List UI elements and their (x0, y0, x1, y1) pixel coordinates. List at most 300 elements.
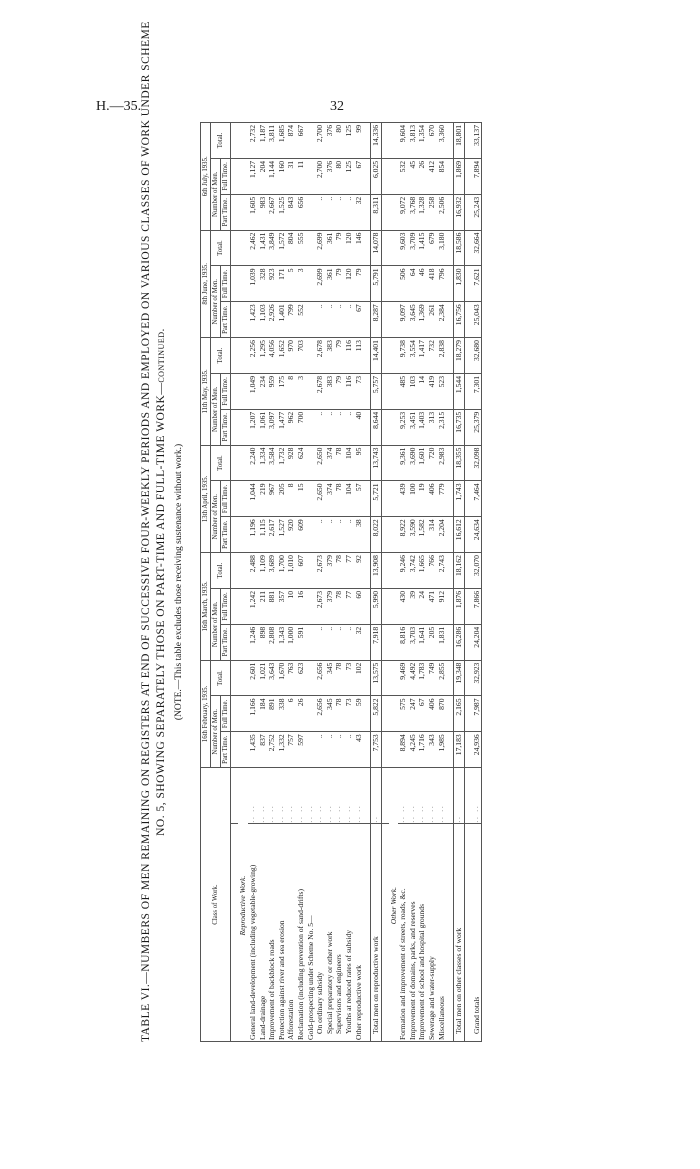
value-cell: 78 (334, 660, 344, 696)
value-cell: 412 (427, 158, 437, 194)
value-cell: 749 (427, 660, 437, 696)
value-cell: 313 (427, 409, 437, 445)
value-cell: 3,180 (437, 230, 447, 266)
value-cell: 720 (427, 445, 437, 481)
value-cell: 3,360 (437, 123, 447, 159)
value-cell: 1,369 (417, 302, 427, 338)
value-cell: 219 (258, 481, 268, 517)
value-cell: 1,417 (417, 338, 427, 374)
value-cell: 5,721 (371, 481, 382, 517)
period-header: 6th July, 1935. (201, 123, 211, 231)
value-cell: 205 (277, 481, 287, 517)
value-cell: .. (344, 194, 354, 230)
value-cell: 2,743 (437, 553, 447, 589)
value-cell: 4,245 (408, 732, 418, 768)
value-cell: 13,575 (371, 660, 382, 696)
value-cell: 14,401 (371, 338, 382, 374)
value-cell (306, 230, 316, 266)
value-cell: 667 (296, 123, 306, 159)
value-cell: 77 (344, 553, 354, 589)
value-cell: 46 (417, 266, 427, 302)
table-row (325, 123, 335, 1042)
value-cell: 343 (427, 732, 437, 768)
value-cell: 14 (417, 373, 427, 409)
value-cell: .. (344, 302, 354, 338)
table-row (437, 123, 447, 1042)
value-cell: 1,115 (258, 517, 268, 553)
value-cell: 2,656 (315, 660, 325, 696)
value-cell: 2,656 (315, 696, 325, 732)
leader-dots: .. .. (296, 768, 306, 824)
full-time-header: Full Time. (221, 481, 231, 517)
value-cell (306, 732, 316, 768)
part-time-header: Part Time. (221, 732, 231, 768)
value-cell: 874 (286, 123, 296, 159)
value-cell: 79 (334, 266, 344, 302)
value-cell: .. (315, 409, 325, 445)
value-cell: 7,621 (472, 266, 482, 302)
value-cell: 7,464 (472, 481, 482, 517)
table-row (427, 123, 437, 1042)
value-cell: 624 (296, 445, 306, 481)
value-cell: 2,808 (267, 624, 277, 660)
row-label: Land-drainage (258, 824, 268, 1042)
value-cell: 73 (344, 696, 354, 732)
value-cell: 607 (296, 553, 306, 589)
value-cell (306, 660, 316, 696)
part-time-header: Part Time. (221, 517, 231, 553)
total-row (454, 123, 465, 1042)
value-cell: 5 (286, 266, 296, 302)
value-cell: 2,983 (437, 445, 447, 481)
value-cell: 104 (344, 481, 354, 517)
value-cell: 26 (296, 696, 306, 732)
row-label: Formation and improvement of streets, roads, &c. (398, 824, 408, 1042)
value-cell: 1,403 (417, 409, 427, 445)
value-cell: 5,791 (371, 266, 382, 302)
value-cell: .. (325, 409, 335, 445)
value-cell: .. (334, 409, 344, 445)
value-cell: 184 (258, 696, 268, 732)
value-cell: 1,732 (277, 445, 287, 481)
value-cell: 247 (408, 696, 418, 732)
value-cell: 1,830 (454, 266, 465, 302)
value-cell (306, 302, 316, 338)
value-cell: 700 (296, 409, 306, 445)
value-cell: 32,923 (472, 660, 482, 696)
value-cell: 19,348 (454, 660, 465, 696)
row-label: Improvement of backblock roads (267, 824, 277, 1042)
value-cell: 59 (354, 696, 364, 732)
spacer-row (363, 123, 371, 1042)
value-cell: 7,753 (371, 732, 382, 768)
value-cell: 575 (398, 696, 408, 732)
full-time-header: Full Time. (221, 266, 231, 302)
value-cell: 1,831 (437, 624, 447, 660)
value-cell: 9,253 (398, 409, 408, 445)
value-cell: 597 (296, 732, 306, 768)
value-cell: 361 (325, 230, 335, 266)
value-cell: 67 (354, 158, 364, 194)
value-cell (306, 158, 316, 194)
value-cell: 3,690 (408, 445, 418, 481)
total-header: Total. (211, 230, 231, 266)
part-time-header: Part Time. (221, 302, 231, 338)
leader-dots: .. .. (427, 768, 437, 824)
leader-dots: .. .. (306, 768, 316, 824)
leader-dots: .. .. (344, 768, 354, 824)
value-cell: 25,043 (472, 302, 482, 338)
value-cell: 1,876 (454, 588, 465, 624)
spacer-row (231, 123, 239, 1042)
value-cell: 623 (296, 660, 306, 696)
value-cell: 3,590 (408, 517, 418, 553)
value-cell: 2,667 (267, 194, 277, 230)
leader-dots: .. .. (277, 768, 287, 824)
value-cell: 234 (258, 373, 268, 409)
value-cell: 204 (258, 158, 268, 194)
number-of-men-header: Number of Men. (211, 158, 221, 230)
part-time-header: Part Time. (221, 409, 231, 445)
value-cell: 125 (344, 158, 354, 194)
value-cell: 79 (334, 230, 344, 266)
table-body (231, 123, 482, 1042)
leader-dots: .. .. (417, 768, 427, 824)
value-cell: 9,072 (398, 194, 408, 230)
value-cell: 656 (296, 194, 306, 230)
value-cell: 9,603 (398, 230, 408, 266)
value-cell: .. (334, 732, 344, 768)
value-cell (306, 194, 316, 230)
value-cell: 983 (258, 194, 268, 230)
value-cell: 2,673 (315, 588, 325, 624)
value-cell: 8,894 (398, 732, 408, 768)
value-cell: 120 (344, 266, 354, 302)
leader-dots: .. .. (334, 768, 344, 824)
grand-total-row (472, 123, 482, 1042)
value-cell: 779 (437, 481, 447, 517)
value-cell: 3,097 (267, 409, 277, 445)
leader-dots: .. .. (248, 768, 258, 824)
value-cell: 1,869 (454, 158, 465, 194)
value-cell: 338 (277, 696, 287, 732)
value-cell: .. (334, 517, 344, 553)
value-cell: 881 (267, 588, 277, 624)
row-label: Supervisors and engineers (334, 824, 344, 1042)
value-cell: 1,582 (417, 517, 427, 553)
value-cell: 2,838 (437, 338, 447, 374)
value-cell: 9,604 (398, 123, 408, 159)
value-cell: 854 (437, 158, 447, 194)
value-cell: 3,768 (408, 194, 418, 230)
table-row (354, 123, 364, 1042)
value-cell: 1,334 (258, 445, 268, 481)
total-header: Total. (211, 553, 231, 589)
section-heading: Other Work. (389, 768, 399, 1042)
value-cell: 2,678 (315, 373, 325, 409)
value-cell: 3,709 (408, 230, 418, 266)
leader-dots: .. (371, 768, 382, 824)
period-header: 8th June, 1935. (201, 230, 211, 338)
value-cell: 16,286 (454, 624, 465, 660)
page-reference: H.—35. (96, 99, 142, 114)
value-cell: 24,936 (472, 732, 482, 768)
table-row (398, 123, 408, 1042)
value-cell: 1,246 (248, 624, 258, 660)
value-cell: 376 (325, 123, 335, 159)
value-cell: 1,295 (258, 338, 268, 374)
value-cell: 670 (427, 123, 437, 159)
value-cell: 591 (296, 624, 306, 660)
leader-dots: .. .. (437, 768, 447, 824)
value-cell: 1,039 (248, 266, 258, 302)
value-cell: .. (315, 194, 325, 230)
value-cell: 18,801 (454, 123, 465, 159)
value-cell (306, 266, 316, 302)
number-of-men-header: Number of Men. (211, 481, 221, 553)
value-cell: 3,811 (267, 123, 277, 159)
value-cell: .. (344, 409, 354, 445)
leader-dots: .. .. (315, 768, 325, 824)
value-cell: 552 (296, 302, 306, 338)
value-cell: 2,855 (437, 660, 447, 696)
value-cell: 175 (277, 373, 287, 409)
value-cell: 38 (354, 517, 364, 553)
value-cell: 555 (296, 230, 306, 266)
value-cell: 57 (354, 481, 364, 517)
table-row (248, 123, 258, 1042)
value-cell: 10 (286, 588, 296, 624)
value-cell: 419 (427, 373, 437, 409)
value-cell: 25,243 (472, 194, 482, 230)
value-cell: 2,650 (315, 445, 325, 481)
value-cell: .. (315, 517, 325, 553)
section-heading: Reproductive Work. (238, 768, 248, 1042)
value-cell: 471 (427, 588, 437, 624)
value-cell: 8 (286, 373, 296, 409)
spacer-row (381, 123, 389, 1042)
value-cell (306, 373, 316, 409)
value-cell: 361 (325, 266, 335, 302)
table-row (306, 123, 316, 1042)
leader-dots: .. .. (325, 768, 335, 824)
period-header: 11th May, 1935. (201, 338, 211, 446)
value-cell: 523 (437, 373, 447, 409)
value-cell: 1,401 (277, 302, 287, 338)
value-cell: 804 (286, 230, 296, 266)
value-cell: 3,689 (267, 553, 277, 589)
value-cell: 4,056 (267, 338, 277, 374)
value-cell: 24,634 (472, 517, 482, 553)
value-cell: 24 (417, 588, 427, 624)
value-cell: 2,617 (267, 517, 277, 553)
value-cell: 78 (334, 481, 344, 517)
value-cell: 7,866 (472, 588, 482, 624)
table-header (201, 123, 231, 1042)
value-cell: 77 (344, 588, 354, 624)
total-header: Total. (211, 445, 231, 481)
value-cell: 532 (398, 158, 408, 194)
value-cell: 2,678 (315, 338, 325, 374)
value-cell (306, 409, 316, 445)
value-cell: 1,477 (277, 409, 287, 445)
row-label: Reclamation (including prevention of sand-drifts) (296, 824, 306, 1042)
value-cell: 870 (437, 696, 447, 732)
value-cell: 912 (437, 588, 447, 624)
value-cell: .. (325, 517, 335, 553)
value-cell: 25,379 (472, 409, 482, 445)
value-cell: 2,204 (437, 517, 447, 553)
value-cell: 757 (286, 732, 296, 768)
value-cell: 3,643 (267, 660, 277, 696)
value-cell: 16,756 (454, 302, 465, 338)
value-cell: 60 (354, 588, 364, 624)
value-cell: 1,207 (248, 409, 258, 445)
value-cell: 406 (427, 481, 437, 517)
total-label: Total men on reproductive work (371, 824, 382, 1042)
value-cell: 6 (286, 696, 296, 732)
value-cell: 78 (334, 696, 344, 732)
value-cell: 32,070 (472, 553, 482, 589)
number-of-men-header: Number of Men. (211, 696, 221, 768)
value-cell: 171 (277, 266, 287, 302)
part-time-header: Part Time. (221, 624, 231, 660)
value-cell: 16,612 (454, 517, 465, 553)
number-of-men-header: Number of Men. (211, 266, 221, 338)
value-cell: 796 (437, 266, 447, 302)
value-cell: 5,822 (371, 696, 382, 732)
number-of-men-header: Number of Men. (211, 373, 221, 445)
value-cell: 8 (286, 481, 296, 517)
value-cell: 1,641 (417, 624, 427, 660)
value-cell: 9,738 (398, 338, 408, 374)
value-cell: 1,652 (277, 338, 287, 374)
value-cell: 78 (334, 588, 344, 624)
value-cell: 6,025 (371, 158, 382, 194)
value-cell: 1,415 (417, 230, 427, 266)
value-cell: 7,918 (371, 624, 382, 660)
value-cell: 7,894 (472, 158, 482, 194)
value-cell (306, 517, 316, 553)
table-row (334, 123, 344, 1042)
value-cell: 843 (286, 194, 296, 230)
row-label: General land-development (including vegetable-growing) (248, 824, 258, 1042)
value-cell: 837 (258, 732, 268, 768)
value-cell: 345 (325, 696, 335, 732)
value-cell: 18,279 (454, 338, 465, 374)
value-cell: 205 (427, 624, 437, 660)
value-cell: 45 (408, 158, 418, 194)
value-cell: 32,680 (472, 338, 482, 374)
value-cell: 2,650 (315, 481, 325, 517)
value-cell: 7,301 (472, 373, 482, 409)
value-cell: 763 (286, 660, 296, 696)
value-cell: 9,097 (398, 302, 408, 338)
full-time-header: Full Time. (221, 588, 231, 624)
value-cell: 104 (344, 445, 354, 481)
registers-table (200, 122, 482, 1042)
value-cell: 5,990 (371, 588, 382, 624)
value-cell: 3,645 (408, 302, 418, 338)
value-cell: 32 (354, 624, 364, 660)
value-cell: 102 (354, 660, 364, 696)
value-cell: 67 (417, 696, 427, 732)
value-cell: 3,451 (408, 409, 418, 445)
value-cell: 32,664 (472, 230, 482, 266)
spacer-row (446, 123, 454, 1042)
value-cell: 261 (427, 302, 437, 338)
value-cell: 32,098 (472, 445, 482, 481)
value-cell: 374 (325, 445, 335, 481)
value-cell: 1,423 (248, 302, 258, 338)
value-cell: 2,240 (248, 445, 258, 481)
value-cell: 970 (286, 338, 296, 374)
period-header: 13th April, 1935. (201, 445, 211, 553)
value-cell: .. (315, 302, 325, 338)
value-cell: 609 (296, 517, 306, 553)
value-cell: 17,183 (454, 732, 465, 768)
value-cell: 8,287 (371, 302, 382, 338)
value-cell: 13,908 (371, 553, 382, 589)
value-cell: 2,699 (315, 230, 325, 266)
value-cell: 80 (334, 158, 344, 194)
value-cell: 160 (277, 158, 287, 194)
value-cell: 1,605 (248, 194, 258, 230)
value-cell: 379 (325, 588, 335, 624)
value-cell: .. (315, 732, 325, 768)
table-row (286, 123, 296, 1042)
class-of-work-header: Class of Work. (201, 768, 231, 1042)
value-cell: .. (344, 517, 354, 553)
value-cell: 2,315 (437, 409, 447, 445)
part-time-header: Part Time. (221, 194, 231, 230)
value-cell: 2,256 (248, 338, 258, 374)
total-header: Total. (211, 338, 231, 374)
total-header: Total. (211, 123, 231, 159)
value-cell: 1,665 (417, 553, 427, 589)
value-cell: 80 (334, 123, 344, 159)
value-cell: .. (325, 194, 335, 230)
row-label: On ordinary subsidy (315, 824, 325, 1042)
value-cell: .. (325, 624, 335, 660)
value-cell: 26 (417, 158, 427, 194)
value-cell (306, 553, 316, 589)
table-row (258, 123, 268, 1042)
table-row (315, 123, 325, 1042)
value-cell: 16,932 (454, 194, 465, 230)
value-cell: 962 (286, 409, 296, 445)
value-cell: 2,601 (248, 660, 258, 696)
value-cell: 703 (296, 338, 306, 374)
value-cell: 8,816 (398, 624, 408, 660)
value-cell: .. (325, 302, 335, 338)
leader-dots: .. (454, 768, 465, 824)
value-cell: 1,044 (248, 481, 258, 517)
row-label: Improvement of domains, parks, and reserves (408, 824, 418, 1042)
value-cell: 73 (354, 373, 364, 409)
value-cell: 73 (344, 660, 354, 696)
value-cell: 1,431 (258, 230, 268, 266)
value-cell: 374 (325, 481, 335, 517)
table-title-line-1: TABLE VI.—NUMBERS OF MEN REMAINING ON REGISTERS AT END OF SUCCESSIVE FOUR-WEEKLY PERIODS AND EMPLOYED ON VARIOUS CLASSES OF WORK UNDER SCHEME (140, 21, 152, 1042)
value-cell: 2,673 (315, 553, 325, 589)
value-cell: 679 (427, 230, 437, 266)
value-cell: 24,204 (472, 624, 482, 660)
row-label: Other reproductive work (354, 824, 364, 1042)
value-cell: 79 (334, 338, 344, 374)
value-cell: 9,361 (398, 445, 408, 481)
table-row (408, 123, 418, 1042)
